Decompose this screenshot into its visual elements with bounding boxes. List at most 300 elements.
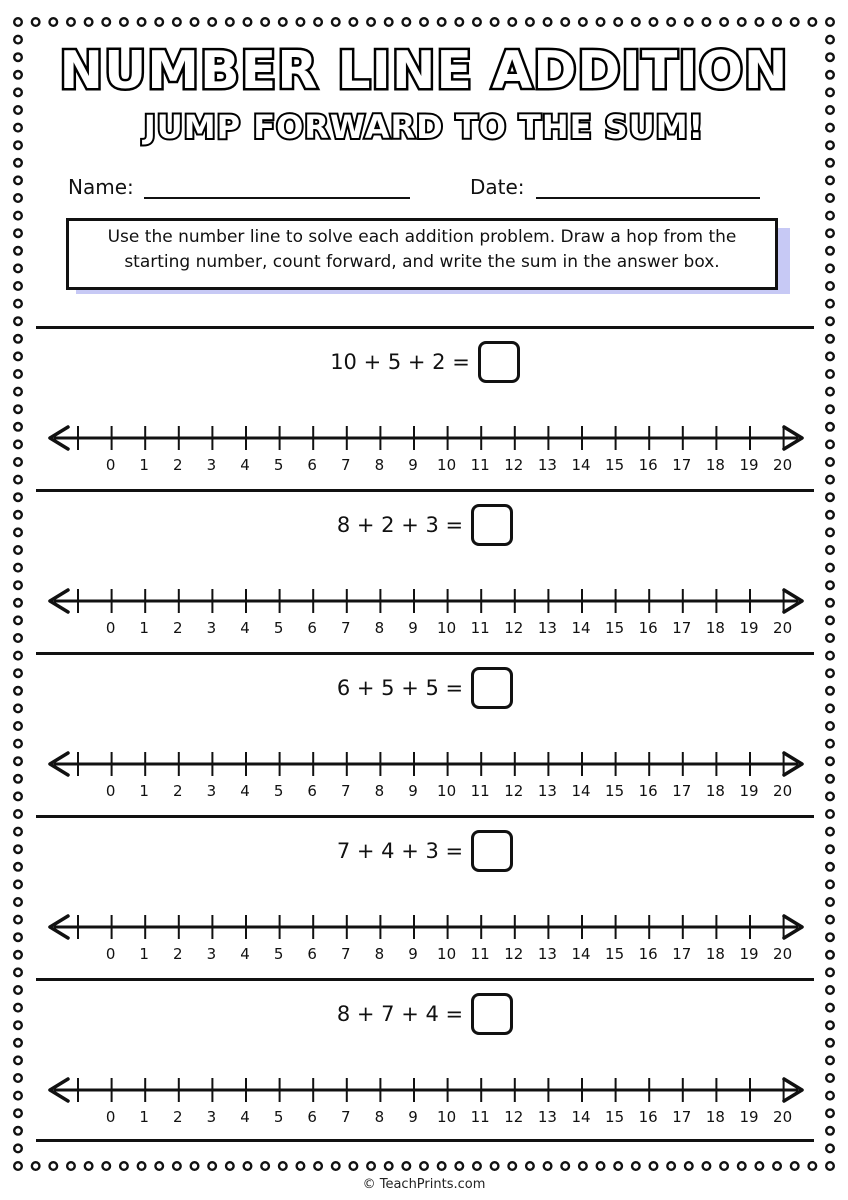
border-dot [173, 18, 181, 26]
border-dot [508, 18, 516, 26]
tick-label: 19 [739, 456, 759, 474]
tick-label: 11 [470, 782, 490, 800]
equation-text: 7 + 4 + 3 = [336, 839, 464, 863]
border-dot [14, 247, 22, 255]
border-dot [826, 652, 834, 660]
border-dot [491, 18, 499, 26]
border-dot [650, 18, 658, 26]
border-dot [826, 617, 834, 625]
border-dot [667, 1162, 675, 1170]
date-field[interactable] [536, 197, 760, 199]
tick-label: 11 [470, 945, 490, 963]
border-dot [597, 18, 605, 26]
border-dot [826, 881, 834, 889]
border-dot [826, 423, 834, 431]
tick-label: 5 [273, 1108, 284, 1126]
tick-label: 3 [206, 619, 217, 637]
tick-label: 0 [105, 945, 116, 963]
border-dot [685, 18, 693, 26]
border-dot [14, 810, 22, 818]
tick-label: 14 [571, 619, 591, 637]
border-dot [226, 18, 234, 26]
border-dot [14, 898, 22, 906]
border-dot [332, 1162, 340, 1170]
tick-label: 6 [307, 1108, 317, 1126]
border-dot [826, 247, 834, 255]
border-dot [14, 881, 22, 889]
border-dot [14, 705, 22, 713]
border-dot [526, 1162, 534, 1170]
tick-label: 15 [605, 945, 625, 963]
tick-label: 13 [537, 456, 557, 474]
answer-box[interactable] [478, 341, 520, 383]
tick-label: 8 [374, 945, 385, 963]
tick-label: 8 [374, 1108, 385, 1126]
border-dot [491, 1162, 499, 1170]
border-dot [14, 353, 22, 361]
border-dot [14, 405, 22, 413]
worksheet-subtitle: JUMP FORWARD TO THE SUM! [143, 108, 705, 146]
border-dot [367, 1162, 375, 1170]
answer-box[interactable] [471, 667, 513, 709]
border-dot [508, 1162, 516, 1170]
border-dot [14, 634, 22, 642]
border-dot [14, 370, 22, 378]
border-dot [14, 951, 22, 959]
tick-label: 10 [437, 619, 457, 637]
border-dot [14, 1004, 22, 1012]
tick-label: 2 [173, 945, 183, 963]
instructions-line-2: starting number, count forward, and write the sum in the answer box. [124, 252, 720, 272]
border-dot [826, 793, 834, 801]
border-dot [597, 1162, 605, 1170]
border-dot [14, 388, 22, 396]
border-dot [314, 18, 322, 26]
border-dot [826, 282, 834, 290]
border-dot [50, 18, 58, 26]
border-dot [826, 229, 834, 237]
tick-label: 0 [105, 456, 116, 474]
border-dot [120, 1162, 128, 1170]
border-dot [14, 1127, 22, 1135]
tick-label: 13 [537, 782, 557, 800]
tick-label: 16 [638, 782, 658, 800]
tick-label: 0 [105, 1108, 116, 1126]
border-dot [120, 18, 128, 26]
number-line [46, 571, 806, 641]
tick-label: 7 [341, 782, 351, 800]
problem-1 [36, 326, 814, 490]
tick-label: 3 [206, 782, 217, 800]
border-dot [14, 546, 22, 554]
border-dot [826, 1021, 834, 1029]
border-dot [826, 1039, 834, 1047]
border-dot [826, 405, 834, 413]
border-dot [350, 18, 358, 26]
border-dot [14, 229, 22, 237]
border-dot [826, 810, 834, 818]
tick-label: 12 [504, 456, 524, 474]
border-dot [826, 1127, 834, 1135]
border-dot [14, 1092, 22, 1100]
border-dot [385, 1162, 393, 1170]
border-dot [14, 916, 22, 924]
tick-label: 14 [571, 782, 591, 800]
equation-text: 6 + 5 + 5 = [336, 676, 464, 700]
border-dot [456, 18, 464, 26]
tick-label: 4 [240, 456, 250, 474]
border-dot [102, 18, 110, 26]
tick-label: 5 [273, 456, 284, 474]
tick-label: 4 [240, 945, 250, 963]
border-dot [155, 18, 163, 26]
tick-label: 8 [374, 456, 385, 474]
problem-4 [36, 815, 814, 979]
border-dot [826, 581, 834, 589]
tick-label: 18 [705, 782, 725, 800]
equation-row [36, 340, 814, 384]
border-dot [826, 634, 834, 642]
border-dot [826, 18, 834, 26]
border-dot [14, 335, 22, 343]
tick-label: 7 [341, 619, 351, 637]
border-dot [14, 1145, 22, 1153]
tick-label: 3 [206, 945, 217, 963]
number-line [46, 897, 806, 967]
tick-label: 17 [672, 619, 692, 637]
tick-label: 15 [605, 782, 625, 800]
border-dot [14, 423, 22, 431]
border-dot [561, 18, 569, 26]
border-dot [14, 177, 22, 185]
border-dot [14, 511, 22, 519]
border-dot [826, 916, 834, 924]
border-dot [261, 1162, 269, 1170]
border-dot [403, 18, 411, 26]
answer-box[interactable] [471, 504, 513, 546]
border-dot [791, 1162, 799, 1170]
border-dot [826, 863, 834, 871]
border-dot [826, 740, 834, 748]
border-dot [32, 1162, 40, 1170]
border-dot [14, 265, 22, 273]
border-dot [226, 1162, 234, 1170]
name-label: Name: [68, 175, 134, 199]
border-dot [14, 793, 22, 801]
border-dot [826, 529, 834, 537]
border-dot [67, 1162, 75, 1170]
tick-label: 11 [470, 619, 490, 637]
border-dot [14, 599, 22, 607]
border-dot [809, 1162, 817, 1170]
problem-3 [36, 652, 814, 816]
border-dot [14, 282, 22, 290]
border-dot [14, 194, 22, 202]
tick-label: 14 [571, 456, 591, 474]
border-dot [403, 1162, 411, 1170]
border-dot [14, 317, 22, 325]
border-dot [438, 18, 446, 26]
tick-label: 9 [408, 945, 418, 963]
tick-label: 2 [173, 782, 183, 800]
border-dot [826, 757, 834, 765]
equation-row [36, 503, 814, 547]
tick-label: 9 [408, 1108, 418, 1126]
tick-label: 1 [139, 456, 149, 474]
border-dot [720, 1162, 728, 1170]
border-dot [756, 1162, 764, 1170]
border-dot [14, 740, 22, 748]
border-dot [85, 18, 93, 26]
tick-label: 13 [537, 619, 557, 637]
answer-box[interactable] [471, 993, 513, 1035]
border-dot [703, 18, 711, 26]
border-dot [14, 1074, 22, 1082]
worksheet-title: NUMBER LINE ADDITION [59, 41, 789, 101]
border-dot [244, 1162, 252, 1170]
tick-label: 15 [605, 456, 625, 474]
tick-label: 20 [773, 619, 793, 637]
equation-text: 8 + 2 + 3 = [336, 513, 464, 537]
border-dot [14, 1162, 22, 1170]
border-dot [826, 1162, 834, 1170]
border-dot [826, 951, 834, 959]
border-dot [826, 388, 834, 396]
name-field[interactable] [144, 197, 410, 199]
border-dot [826, 212, 834, 220]
tick-label: 4 [240, 782, 250, 800]
number-line [46, 1060, 806, 1130]
tick-label: 8 [374, 619, 385, 637]
border-dot [14, 458, 22, 466]
tick-label: 10 [437, 1108, 457, 1126]
tick-label: 0 [105, 782, 116, 800]
answer-box[interactable] [471, 830, 513, 872]
tick-label: 1 [139, 1108, 149, 1126]
tick-label: 17 [672, 782, 692, 800]
border-dot [261, 18, 269, 26]
border-dot [155, 1162, 163, 1170]
border-dot [456, 1162, 464, 1170]
tick-label: 2 [173, 1108, 183, 1126]
border-dot [544, 18, 552, 26]
tick-label: 13 [537, 945, 557, 963]
border-dot [297, 1162, 305, 1170]
equation-row [36, 992, 814, 1036]
tick-label: 9 [408, 619, 418, 637]
border-dot [102, 1162, 110, 1170]
tick-label: 16 [638, 1108, 658, 1126]
border-dot [473, 18, 481, 26]
tick-label: 19 [739, 619, 759, 637]
border-dot [14, 441, 22, 449]
tick-label: 2 [173, 619, 183, 637]
border-dot [826, 441, 834, 449]
border-dot [385, 18, 393, 26]
tick-label: 18 [705, 945, 725, 963]
tick-label: 6 [307, 456, 317, 474]
tick-label: 4 [240, 619, 250, 637]
border-dot [826, 705, 834, 713]
border-dot [826, 898, 834, 906]
border-dot [756, 18, 764, 26]
border-dot [826, 669, 834, 677]
tick-label: 10 [437, 456, 457, 474]
border-dot [32, 18, 40, 26]
border-dot [826, 1057, 834, 1065]
border-dot [632, 1162, 640, 1170]
instructions-box [66, 218, 778, 290]
border-dot [826, 476, 834, 484]
border-dot [826, 1074, 834, 1082]
border-dot [826, 317, 834, 325]
border-dot [14, 757, 22, 765]
border-dot [526, 18, 534, 26]
tick-label: 8 [374, 782, 385, 800]
border-dot [367, 18, 375, 26]
tick-label: 0 [105, 619, 116, 637]
border-dot [826, 969, 834, 977]
border-dot [173, 1162, 181, 1170]
tick-label: 17 [672, 1108, 692, 1126]
border-dot [826, 1145, 834, 1153]
border-dot [85, 1162, 93, 1170]
border-dot [473, 1162, 481, 1170]
tick-label: 19 [739, 782, 759, 800]
border-dot [773, 18, 781, 26]
border-dot [420, 1162, 428, 1170]
border-dot [826, 986, 834, 994]
border-dot [826, 564, 834, 572]
border-dot [826, 300, 834, 308]
border-dot [579, 18, 587, 26]
border-dot [826, 845, 834, 853]
tick-label: 19 [739, 1108, 759, 1126]
border-dot [14, 581, 22, 589]
border-dot [826, 1092, 834, 1100]
border-dot [703, 1162, 711, 1170]
border-dot [438, 1162, 446, 1170]
tick-label: 13 [537, 1108, 557, 1126]
border-dot [297, 18, 305, 26]
border-dot [826, 775, 834, 783]
border-dot [14, 969, 22, 977]
border-dot [14, 652, 22, 660]
tick-label: 16 [638, 945, 658, 963]
border-dot [14, 1039, 22, 1047]
border-dot [826, 1004, 834, 1012]
tick-label: 3 [206, 1108, 217, 1126]
border-dot [67, 18, 75, 26]
tick-label: 12 [504, 1108, 524, 1126]
tick-label: 18 [705, 456, 725, 474]
border-dot [685, 1162, 693, 1170]
border-dot [14, 669, 22, 677]
tick-label: 5 [273, 619, 284, 637]
border-dot [632, 18, 640, 26]
border-dot [826, 828, 834, 836]
border-dot [826, 599, 834, 607]
border-dot [14, 1021, 22, 1029]
tick-label: 5 [273, 782, 284, 800]
border-dot [826, 265, 834, 273]
instructions-line-1: Use the number line to solve each addition problem. Draw a hop from the [107, 227, 737, 247]
border-dot [579, 1162, 587, 1170]
tick-label: 14 [571, 945, 591, 963]
border-dot [14, 159, 22, 167]
border-dot [14, 1057, 22, 1065]
tick-label: 20 [773, 782, 793, 800]
number-line [46, 408, 806, 478]
border-dot [14, 18, 22, 26]
border-dot [614, 1162, 622, 1170]
tick-label: 18 [705, 1108, 725, 1126]
border-dot [826, 933, 834, 941]
border-dot [14, 933, 22, 941]
border-dot [138, 18, 146, 26]
border-dot [826, 687, 834, 695]
border-dot [14, 828, 22, 836]
tick-label: 9 [408, 782, 418, 800]
border-dot [826, 353, 834, 361]
border-dot [14, 986, 22, 994]
border-dot [738, 18, 746, 26]
border-dot [350, 1162, 358, 1170]
border-dot [14, 775, 22, 783]
border-dot [191, 18, 199, 26]
border-dot [14, 1109, 22, 1117]
tick-label: 20 [773, 945, 793, 963]
number-line [46, 734, 806, 804]
border-dot [720, 18, 728, 26]
tick-label: 16 [638, 619, 658, 637]
tick-label: 1 [139, 782, 149, 800]
tick-label: 18 [705, 619, 725, 637]
border-dot [14, 687, 22, 695]
equation-text: 10 + 5 + 2 = [330, 350, 470, 374]
border-dot [279, 18, 287, 26]
tick-label: 17 [672, 945, 692, 963]
border-dot [773, 1162, 781, 1170]
section-divider [36, 1139, 814, 1142]
tick-label: 11 [470, 456, 490, 474]
border-dot [614, 18, 622, 26]
equation-text: 8 + 7 + 4 = [336, 1002, 464, 1026]
border-dot [14, 617, 22, 625]
tick-label: 1 [139, 945, 149, 963]
border-dot [826, 511, 834, 519]
border-dot [809, 18, 817, 26]
tick-label: 12 [504, 945, 524, 963]
tick-label: 5 [273, 945, 284, 963]
tick-label: 6 [307, 619, 317, 637]
border-dot [561, 1162, 569, 1170]
tick-label: 4 [240, 1108, 250, 1126]
border-dot [826, 1109, 834, 1117]
tick-label: 20 [773, 456, 793, 474]
tick-label: 17 [672, 456, 692, 474]
border-dot [14, 476, 22, 484]
border-dot [738, 1162, 746, 1170]
border-dot [14, 845, 22, 853]
border-dot [826, 159, 834, 167]
tick-label: 20 [773, 1108, 793, 1126]
tick-label: 11 [470, 1108, 490, 1126]
border-dot [191, 1162, 199, 1170]
tick-label: 6 [307, 945, 317, 963]
tick-label: 3 [206, 456, 217, 474]
border-dot [14, 722, 22, 730]
